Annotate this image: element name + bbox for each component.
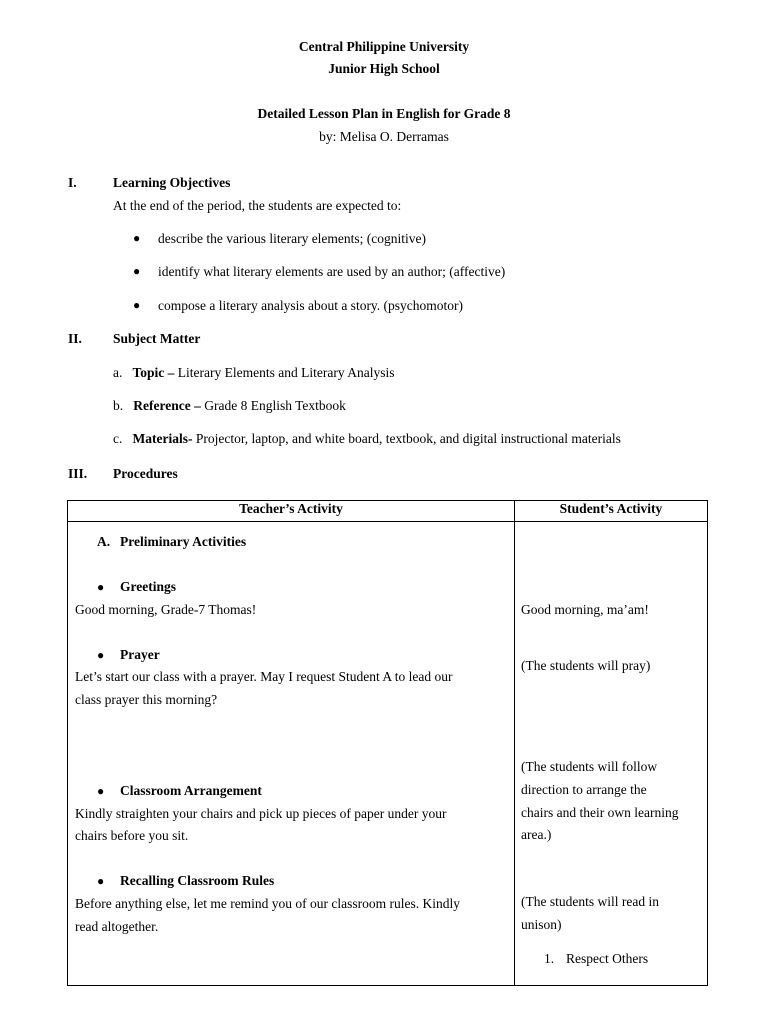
rule-text: Respect Others [566, 951, 649, 966]
arrangement-student-line: chairs and their own learning [521, 805, 679, 820]
section-1-title: Learning Objectives [113, 175, 231, 190]
procedures-table [67, 500, 708, 986]
prayer-title: Prayer [120, 647, 160, 662]
item-label: Topic – [132, 365, 175, 380]
bullet-icon: ● [97, 874, 105, 888]
preliminary-letter: A. [97, 534, 111, 549]
rules-title: Recalling Classroom Rules [120, 873, 275, 888]
bullet-icon: ● [133, 298, 141, 312]
rules-teacher-line: read altogether. [75, 919, 159, 934]
item-letter: c. [113, 431, 123, 446]
arrangement-student-line: (The students will follow [521, 759, 658, 774]
item-label: Materials- [132, 431, 193, 446]
prayer-teacher-line: class prayer this morning? [75, 692, 218, 707]
rules-student-line: (The students will read in [521, 894, 659, 909]
section-2-numeral: II. [68, 331, 82, 346]
subject-item-reference [113, 398, 346, 414]
prayer-student: (The students will pray) [521, 658, 651, 673]
greetings-student: Good morning, ma’am! [521, 602, 649, 617]
subject-item-topic [113, 365, 394, 381]
section-2-title: Subject Matter [113, 331, 201, 346]
section-1-numeral: I. [68, 175, 77, 190]
item-letter: a. [113, 365, 123, 380]
arrangement-teacher-line: chairs before you sit. [75, 828, 189, 843]
teacher-activity-header: Teacher’s Activity [68, 501, 515, 522]
subject-item-materials [113, 431, 621, 447]
bullet-icon: ● [133, 264, 141, 278]
school-name: Junior High School [328, 61, 440, 76]
author-line: by: Melisa O. Derramas [319, 129, 449, 144]
prayer-teacher-line: Let’s start our class with a prayer. May I request Student A to lead our [75, 669, 453, 684]
item-text: Projector, laptop, and white board, textbook, and digital instructional materials [192, 431, 621, 446]
teacher-activity-cell [68, 522, 515, 986]
bullet-icon: ● [97, 580, 105, 594]
item-letter: b. [113, 398, 124, 413]
arrangement-student-line: direction to arrange the [521, 782, 647, 797]
bullet-icon: ● [97, 784, 105, 798]
student-activity-cell [515, 522, 708, 986]
section-3-title: Procedures [113, 466, 178, 481]
rules-teacher-line: Before anything else, let me remind you of our classroom rules. Kindly [75, 896, 461, 911]
greetings-teacher: Good morning, Grade-7 Thomas! [75, 602, 257, 617]
university-name: Central Philippine University [298, 39, 470, 54]
item-text: Literary Elements and Literary Analysis [174, 365, 395, 380]
objective-item: describe the various literary elements; (cognitive) [158, 231, 427, 246]
preliminary-heading: Preliminary Activities [120, 534, 247, 549]
item-label: Reference – [133, 398, 201, 413]
bullet-icon: ● [97, 648, 105, 662]
objective-item: compose a literary analysis about a story. (psychomotor) [158, 298, 464, 313]
arrangement-teacher-line: Kindly straighten your chairs and pick up pieces of paper under your [75, 806, 447, 821]
greetings-title: Greetings [120, 579, 176, 594]
arrangement-student-line: area.) [521, 827, 552, 842]
bullet-icon: ● [133, 231, 141, 245]
objectives-intro: At the end of the period, the students are expected to: [113, 198, 402, 213]
lesson-plan-title: Detailed Lesson Plan in English for Grade 8 [257, 106, 511, 121]
arrangement-title: Classroom Arrangement [120, 783, 262, 798]
objective-item: identify what literary elements are used by an author; (affective) [158, 264, 506, 279]
student-activity-header: Student’s Activity [515, 501, 708, 522]
section-3-numeral: III. [68, 466, 88, 481]
item-text: Grade 8 English Textbook [200, 398, 346, 413]
rule-number: 1. [544, 951, 555, 966]
rules-student-line: unison) [521, 917, 562, 932]
